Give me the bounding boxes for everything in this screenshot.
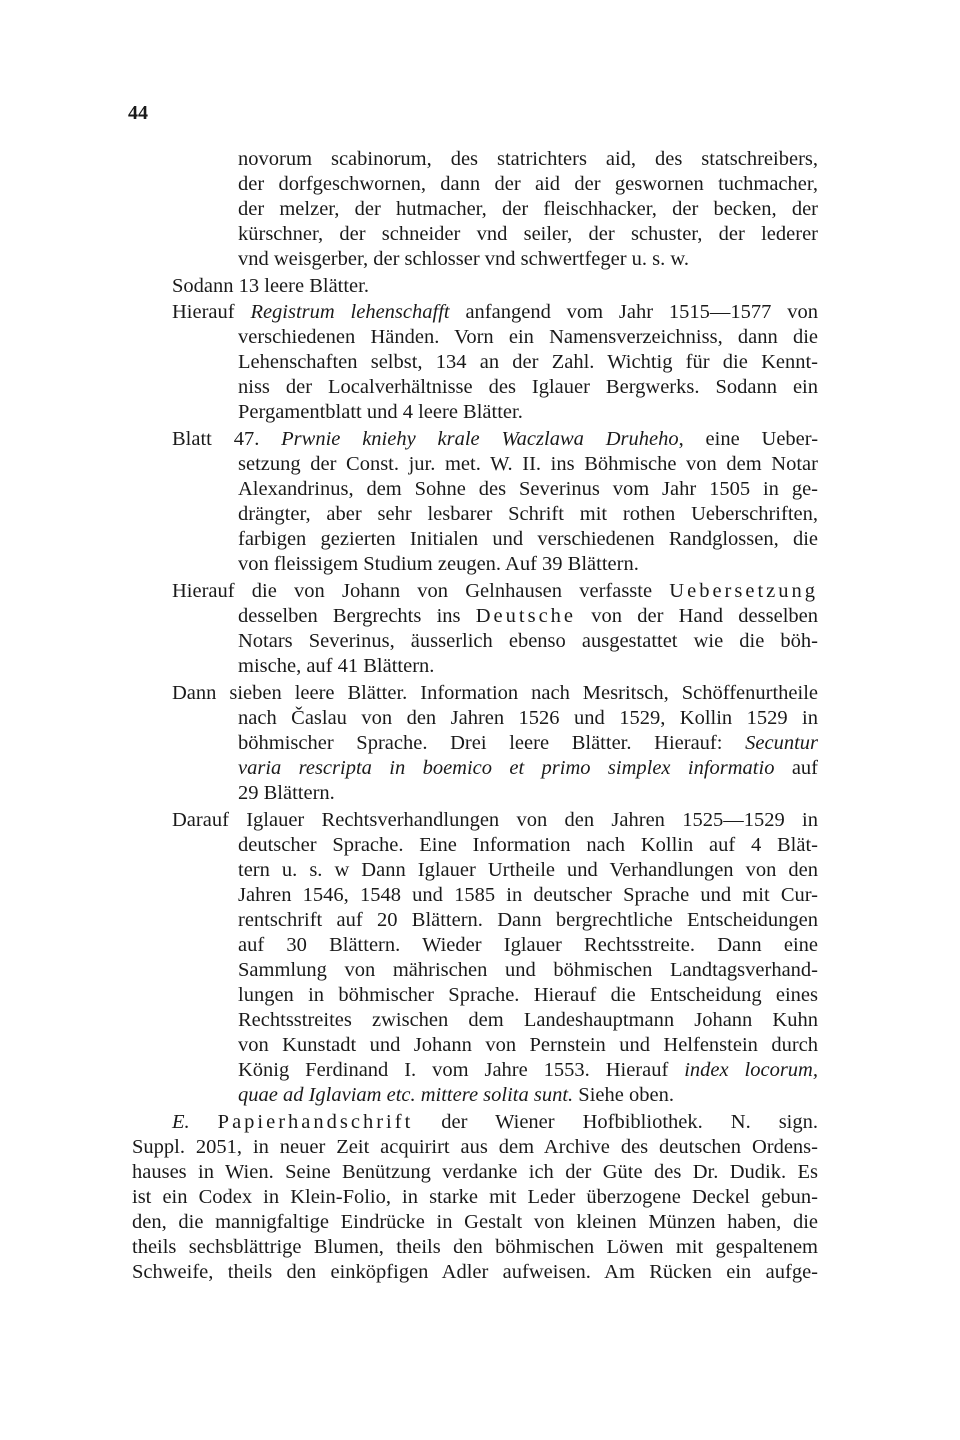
italic-text: Secuntur	[745, 732, 818, 754]
text-segment	[190, 1111, 218, 1133]
text-segment: Sammlung von mährischen und böhmischen Landtagsverhand-	[238, 959, 818, 981]
text-line	[238, 858, 818, 883]
text-line	[238, 247, 689, 272]
text-segment: Jahren 1546, 1548 und 1585 in deutscher Sprache und mit Cur-	[238, 884, 818, 906]
text-line	[172, 300, 818, 325]
spaced-text: Papierhandschrift	[217, 1111, 414, 1133]
text-segment: Suppl. 2051, in neuer Zeit acquirirt aus dem Archive des deutschen Ordens-	[132, 1136, 818, 1158]
text-line	[172, 808, 818, 833]
text-line	[238, 325, 818, 350]
text-line	[172, 1110, 818, 1135]
text-segment: theils sechsblättrige Blumen, theils den böhmischen Löwen mit gespaltenem	[132, 1236, 818, 1258]
italic-text: Registrum lehenschafft	[250, 301, 450, 323]
spaced-text: Uebersetzung	[669, 580, 818, 602]
text-segment: ist ein Codex in Klein-Folio, in starke mit Leder überzogene Deckel gebun-	[132, 1186, 818, 1208]
text-segment: deutscher Sprache. Eine Information nach Kollin auf 4 Blät-	[238, 834, 818, 856]
text-segment: mische, auf 41 Blättern.	[238, 655, 435, 677]
text-segment: der melzer, der hutmacher, der fleischhacker, der becken, der	[238, 198, 818, 220]
text-line	[238, 933, 818, 958]
text-line	[132, 1185, 818, 1210]
text-segment: Notars Severinus, äusserlich ebenso ausgestattet wie die böh-	[238, 630, 818, 652]
text-segment: rentschrift auf 20 Blättern. Dann bergrechtliche Entscheidungen	[238, 909, 818, 931]
text-segment: niss der Localverhältnisse des Iglauer Bergwerks. Sodann ein	[238, 376, 818, 398]
text-segment: farbigen gezierten Initialen und verschiedenen Randglossen, die	[238, 528, 818, 550]
text-segment: von Kunstadt und Johann von Pernstein und Helfenstein durch	[238, 1034, 818, 1056]
text-line	[238, 375, 818, 400]
text-line	[238, 731, 818, 756]
text-line	[238, 604, 818, 629]
text-line	[238, 1058, 818, 1083]
text-line	[238, 172, 818, 197]
text-line	[238, 629, 818, 654]
text-line	[238, 883, 818, 908]
text-segment: desselben Bergrechts ins	[238, 605, 476, 627]
text-line	[238, 908, 818, 933]
text-line	[238, 756, 818, 781]
text-segment: novorum scabinorum, des statrichters aid, des statschreibers,	[238, 148, 818, 170]
text-line	[172, 579, 818, 604]
spaced-text: Deutsche	[475, 605, 577, 627]
text-segment: Blatt 47.	[172, 428, 282, 450]
text-segment: Hierauf	[172, 301, 251, 323]
text-segment: Pergamentblatt und 4 leere Blätter.	[238, 401, 523, 423]
italic-text: quae ad Iglaviam etc. mittere solita sunt.	[238, 1084, 574, 1106]
italic-text: index locorum,	[684, 1059, 818, 1081]
text-segment: König Ferdinand I. vom Jahre 1553. Hierauf	[238, 1059, 685, 1081]
text-segment: Sodann 13 leere Blätter.	[172, 275, 369, 297]
text-segment: hauses in Wien. Seine Benützung verdanke ich der Güte des Dr. Dudik. Es	[132, 1161, 818, 1183]
italic-text: E.	[172, 1111, 190, 1133]
text-line	[238, 1083, 674, 1108]
text-segment: lungen in böhmischer Sprache. Hierauf die Entscheidung eines	[238, 984, 818, 1006]
text-segment: drängter, aber sehr lesbarer Schrift mit rothen Ueberschriften,	[238, 503, 818, 525]
text-line	[132, 1160, 818, 1185]
text-line	[132, 1235, 818, 1260]
text-segment: auf	[774, 757, 818, 779]
italic-text: varia rescripta in boemico et primo simplex informatio	[238, 757, 775, 779]
text-segment: Darauf Iglauer Rechtsverhandlungen von den Jahren 1525—1529 in	[172, 809, 818, 831]
text-line	[238, 1033, 818, 1058]
text-line	[238, 197, 818, 222]
text-segment: von der Hand desselben	[576, 605, 818, 627]
text-line	[132, 1260, 818, 1285]
text-line	[238, 958, 818, 983]
text-line	[238, 452, 818, 477]
text-segment: Alexandrinus, dem Sohne des Severinus vom Jahr 1505 in ge-	[238, 478, 818, 500]
text-segment: von fleissigem Studium zeugen. Auf 39 Blättern.	[238, 553, 639, 575]
text-segment: Siehe oben.	[573, 1084, 674, 1106]
text-segment: Dann sieben leere Blätter. Information nach Mesritsch, Schöffenurtheile	[172, 682, 818, 704]
text-line	[238, 147, 818, 172]
text-line	[238, 781, 335, 806]
text-line	[238, 1008, 818, 1033]
text-line	[238, 477, 818, 502]
text-line	[172, 274, 369, 299]
text-segment: vnd weisgerber, der schlosser vnd schwertfeger u. s. w.	[238, 248, 689, 270]
page-number: 44	[128, 102, 148, 124]
text-line	[238, 400, 523, 425]
text-line	[238, 222, 818, 247]
text-segment: auf 30 Blättern. Wieder Iglauer Rechtsstreite. Dann eine	[238, 934, 818, 956]
text-segment: 29 Blättern.	[238, 782, 335, 804]
text-line	[238, 527, 818, 552]
text-line	[238, 654, 434, 679]
text-segment: setzung der Const. jur. met. W. II. ins Böhmische von dem Notar	[238, 453, 818, 475]
text-segment: der dorfgeschwornen, dann der aid der geswornen tuchmacher,	[238, 173, 818, 195]
text-segment: Schweife, theils den einköpfigen Adler aufweisen. Am Rücken ein aufge-	[132, 1261, 818, 1283]
text-segment: den, die mannigfaltige Eindrücke in Gestalt von kleinen Münzen haben, die	[132, 1211, 818, 1233]
text-segment: Hierauf die von Johann von Gelnhausen verfasste	[172, 580, 670, 602]
text-line	[238, 552, 639, 577]
text-segment: böhmischer Sprache. Drei leere Blätter. Hierauf:	[238, 732, 746, 754]
text-segment: der Wiener Hofbibliothek. N. sign.	[413, 1111, 818, 1133]
text-line	[238, 350, 818, 375]
text-line	[238, 983, 818, 1008]
text-segment: anfangend vom Jahr 1515—1577 von	[449, 301, 818, 323]
text-line	[172, 681, 818, 706]
text-segment: nach Časlau von den Jahren 1526 und 1529, Kollin 1529 in	[238, 707, 818, 729]
text-segment: , eine Ueber-	[678, 428, 819, 450]
italic-text: Prwnie kniehy krale Waczlawa Druheho	[281, 428, 679, 450]
text-line	[172, 427, 818, 452]
text-line	[238, 833, 818, 858]
text-segment: kürschner, der schneider vnd seiler, der schuster, der lederer	[238, 223, 818, 245]
text-line	[132, 1135, 818, 1160]
text-segment: Lehenschaften selbst, 134 an der Zahl. Wichtig für die Kennt-	[238, 351, 818, 373]
text-line	[238, 706, 818, 731]
text-line	[132, 1210, 818, 1235]
text-segment: verschiedenen Händen. Vorn ein Namensverzeichniss, dann die	[238, 326, 818, 348]
text-line	[238, 502, 818, 527]
text-segment: Rechtsstreites zwischen dem Landeshauptmann Johann Kuhn	[238, 1009, 818, 1031]
text-segment: tern u. s. w Dann Iglauer Urtheile und Verhandlungen von den	[238, 859, 818, 881]
